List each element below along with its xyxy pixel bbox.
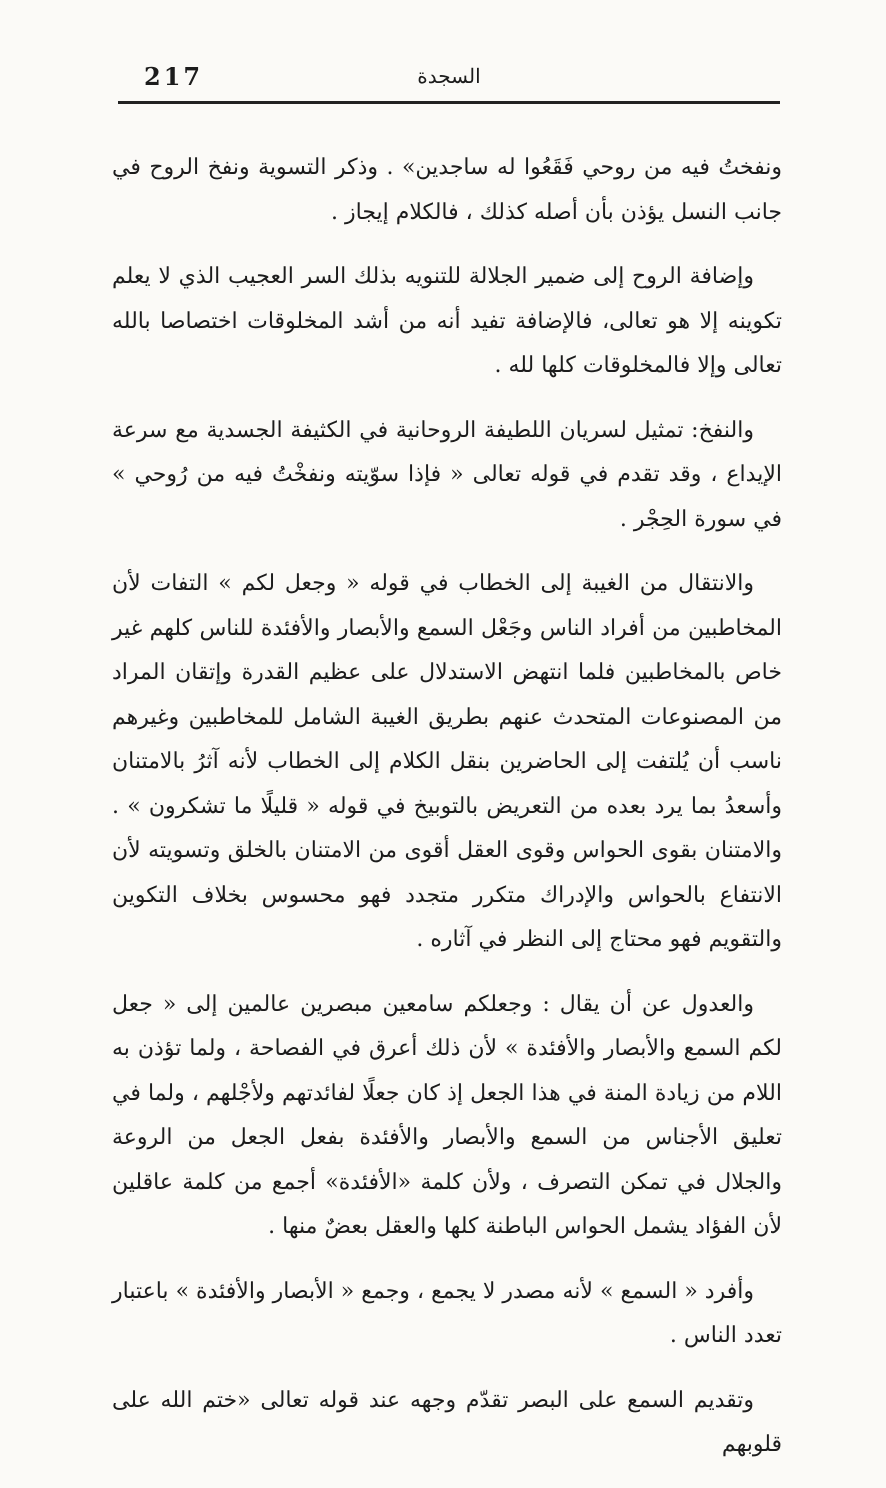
paragraph: ونفختُ فيه من روحي فَقَعُوا له ساجدين» . وذكر التسوية ونفخ الروح في جانب النسل يؤذن بأن أصله كذلك ، فالكلام إيجاز . (112, 155, 782, 225)
paragraph: وإضافة الروح إلى ضمير الجلالة للتنويه بذلك السر العجيب الذي لا يعلم تكوينه إلا هو تعالى، فالإضافة تفيد أنه من أشد المخلوقات اختصاصا بالله تعالى وإلا فالمخلوقات كلها لله . (112, 264, 782, 378)
paragraph: وأفرد « السمع » لأنه مصدر لا يجمع ، وجمع « الأبصار والأفئدة » باعتبار تعدد الناس . (112, 1278, 782, 1348)
page-header (118, 56, 780, 98)
page-number: 217 (144, 62, 204, 91)
header-rule (118, 101, 780, 104)
paragraph: والعدول عن أن يقال : وجعلكم سامعين مبصرين عالمين إلى « جعل لكم السمع والأبصار والأفئدة » لأن ذلك أعرق في الفصاحة ، ولما تؤذن به اللام من زيادة المنة في هذا الجعل إذ كان جعلًا لفائدتهم ولأجْلهم ، ولما في تعليق الأجناس من السمع والأبصار والأفئدة بفعل الجعل من الروعة والجلال في تمكن التصرف ، ولأن كلمة «الأفئدة» أجمع من كلمة عاقلين لأن الفؤاد يشمل الحواس الباطنة كلها والعقل بعضٌ منها . (112, 991, 782, 1239)
paragraph: والانتقال من الغيبة إلى الخطاب في قوله « وجعل لكم » التفات لأن المخاطبين من أفراد الناس وجَعْل السمع والأبصار والأفئدة للناس كلهم غير خاص بالمخاطبين فلما انتهض الاستدلال على عظيم القدرة وإتقان المراد من المصنوعات المتحدث عنهم بطريق الغيبة الشامل للمخاطبين وغيرهم ناسب أن يُلتفت إلى الحاضرين بنقل الكلام إلى الخطاب لأنه آثرُ بالامتنان وأسعدُ بما يرد بعده من التعريض بالتوبيخ في قوله « قليلًا ما تشكرون » . والامتنان بقوى الحواس وقوى العقل أقوى من الامتنان بالخلق وتسويته لأن الانتفاع بالحواس والإدراك متكرر متجدد فهو محسوس بخلاف التكوين والتقويم فهو محتاج إلى النظر في آثاره . (112, 571, 782, 952)
paragraph: وتقديم السمع على البصر تقدّم وجهه عند قوله تعالى «ختم الله على قلوبهم (112, 1387, 782, 1457)
body-text (112, 146, 782, 1488)
paragraph: والنفخ: تمثيل لسريان اللطيفة الروحانية في الكثيفة الجسدية مع سرعة الإيداع ، وقد تقدم في قوله تعالى « فإذا سوّيته ونفخْتُ فيه من رُوحي » في سورة الحِجْر . (112, 417, 782, 532)
running-title: السجدة (417, 64, 481, 88)
